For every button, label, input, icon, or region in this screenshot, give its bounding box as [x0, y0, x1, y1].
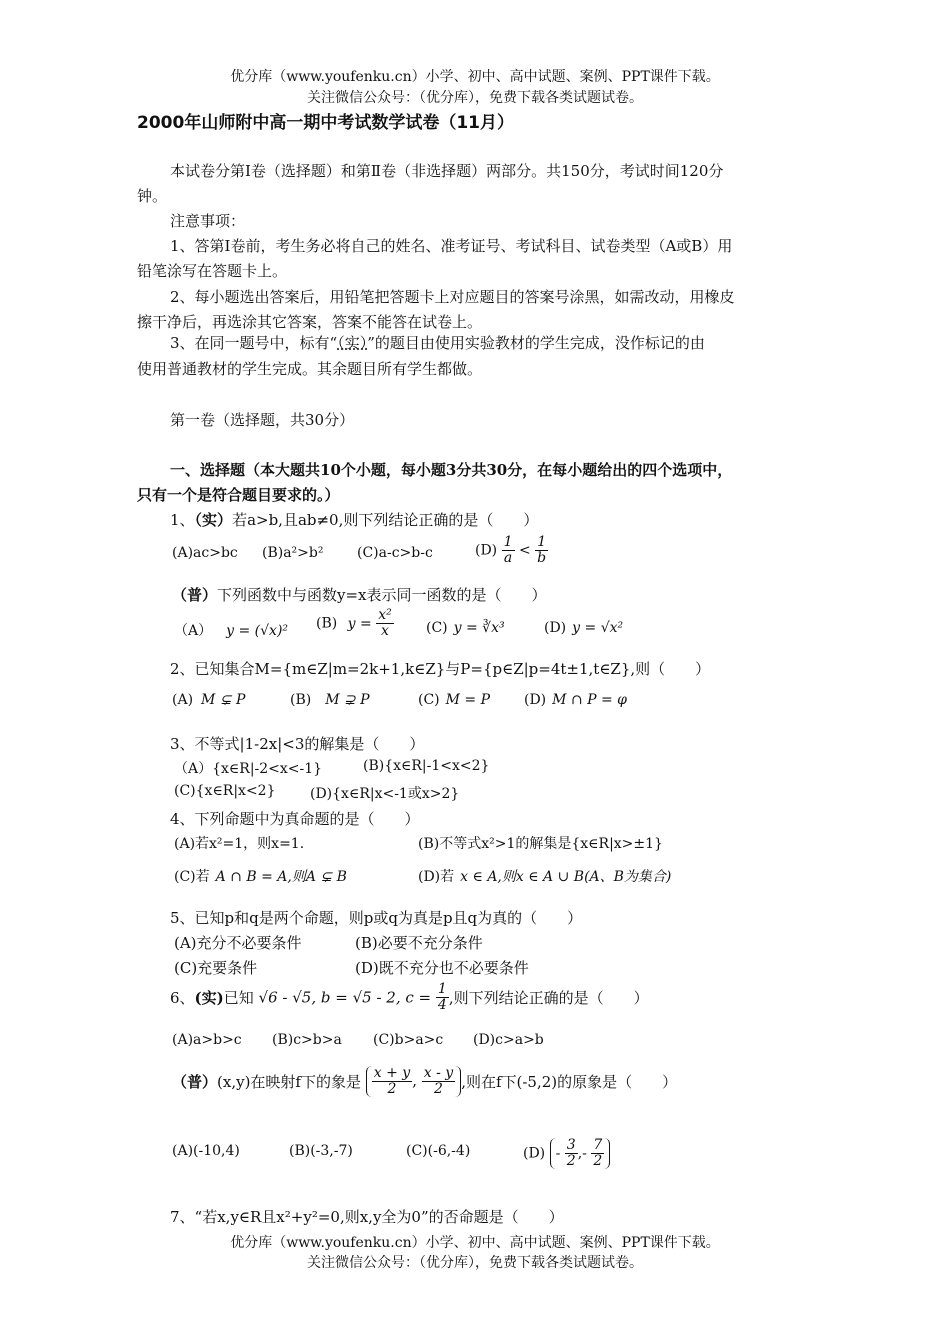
q6p-den-1: 2 [387, 1081, 397, 1097]
q2-option-a-expr: M ⊊ P [201, 692, 246, 708]
notice-2a: 2、每小题选出答案后，用铅笔把答题卡上对应题目的答案号涂黑，如需改动，用橡皮 [170, 288, 735, 306]
page-title: 2000年山师附中高一期中考试数学试卷（11月） [137, 113, 514, 133]
q3-option-d: (D){x∈R|x<-1或x>2} [310, 786, 460, 802]
q1-d-fraction-2 [535, 535, 548, 566]
footer-line-1: 优分库（www.youfenku.cn）小学、初中、高中试题、案例、PPT课件下载。 [230, 1235, 720, 1251]
q1p-option-a-label: （A） [174, 623, 213, 639]
question-1-number: 1、 [170, 511, 195, 529]
q6p-option-b: (B)(-3,-7) [289, 1143, 353, 1159]
question-6-stem [170, 982, 649, 1013]
q1p-b-fraction [376, 608, 394, 639]
q4-option-c-expr: A ∩ B = A,则A ⊊ B [215, 869, 347, 885]
q6p-d-vector: - $\frac{3}{2}$ ,- $\frac{7}{2}$ [550, 1138, 611, 1169]
q2-option-c-label: (C) [418, 692, 440, 708]
q6p-d-den-2: 2 [593, 1153, 603, 1169]
q1p-option-a [174, 620, 288, 640]
q6-option-d: (D)c>a>b [473, 1032, 544, 1048]
q5-option-d: (D)既不充分也不必要条件 [355, 959, 529, 977]
question-1p-stem [172, 584, 547, 605]
notice-2b: 擦干净后，再选涂其它答案，答案不能答在试卷上。 [137, 313, 483, 331]
q4-option-b: (B)不等式x²>1的解集是{x∈R|x>±1} [418, 836, 663, 852]
part-1-heading: 第一卷（选择题，共30分） [170, 411, 355, 429]
q6p-den-2: 2 [434, 1081, 443, 1097]
q2-option-d-expr: M ∩ P = φ [552, 692, 627, 708]
q1p-b-num: x² [378, 607, 392, 623]
q3-option-c: (C){x∈R|x<2} [174, 783, 276, 799]
question-5-stem: 5、已知p和q是两个命题，则p或q为真是p且q为真的（ ） [170, 909, 583, 927]
q2-option-b-expr: M ⊋ P [325, 692, 370, 708]
question-1p-text: 下列函数中与函数y=x表示同一函数的是（ ） [217, 586, 547, 604]
q6p-image-vector: $\frac{x + y}{2}$ , $\frac{x - y}{2}$ [366, 1066, 461, 1097]
q6p-d-fraction-1 [565, 1138, 578, 1169]
q6p-fraction-2 [422, 1066, 455, 1097]
q1-option-d [475, 535, 548, 566]
question-6-number: 6、 [170, 989, 195, 1007]
q1-d-den-2: b [537, 550, 547, 566]
question-6-post: ,则下列结论正确的是（ ） [448, 989, 649, 1007]
question-6p-stem [172, 1066, 677, 1097]
q4-option-d [418, 866, 671, 886]
q6-c-fraction [436, 982, 449, 1013]
q6-option-c: (C)b>a>c [373, 1032, 444, 1048]
q4-option-c-label: (C)若 [174, 869, 210, 885]
q3-option-a: （A）{x∈R|-2<x<-1} [174, 761, 323, 777]
q6p-option-c: (C)(-6,-4) [406, 1143, 471, 1159]
q2-option-a-label: (A) [172, 692, 194, 708]
q6p-d-num-2: 7 [593, 1137, 603, 1153]
notice-3a [170, 332, 705, 353]
q1-option-b: (B)a²>b² [262, 545, 324, 561]
q6p-num-1: x + y [373, 1065, 411, 1081]
q4-option-c [174, 866, 347, 886]
question-1-text: 若a>b,且ab≠0,则下列结论正确的是（ ） [232, 511, 539, 529]
question-6-tag: (实) [194, 989, 224, 1007]
q1-option-d-label: (D) [475, 542, 498, 559]
question-2-stem: 2、已知集合M={m∈Z|m=2k+1,k∈Z}与P={p∈Z|p=4t±1,t∈Z},则（ ） [170, 660, 711, 678]
q6p-d-num-1: 3 [566, 1137, 576, 1153]
q1-d-num-1: 1 [503, 534, 513, 550]
question-1-stem [170, 509, 538, 530]
q6p-fraction-1 [372, 1066, 412, 1097]
q4-option-a: (A)若x²=1，则x=1. [174, 836, 305, 852]
q2-option-a [172, 692, 245, 708]
q1p-option-b [316, 608, 394, 639]
q3-option-b: (B){x∈R|-1<x<2} [363, 758, 490, 774]
q5-option-b: (B)必要不充分条件 [355, 934, 483, 952]
q1p-option-b-lhs: y = [347, 615, 372, 632]
q2-option-c [418, 692, 490, 708]
q5-option-c: (C)充要条件 [174, 959, 258, 977]
q1-d-fraction-1 [502, 535, 515, 566]
q6p-option-d [523, 1138, 610, 1169]
q1p-option-a-expr: y = (√x)² [226, 623, 289, 639]
question-6p-pre: (x,y)在映射f下的象是 [217, 1073, 361, 1091]
q2-option-b-label: (B) [290, 692, 312, 708]
notice-3b: 使用普通教材的学生完成。其余题目所有学生都做。 [137, 360, 483, 378]
question-1-tag: （实） [194, 511, 233, 529]
q1-d-den-1: a [503, 550, 513, 566]
q1p-option-c-expr: y = ∛x³ [453, 620, 505, 636]
question-6p-tag: （普） [172, 1073, 218, 1091]
q6p-option-d-label: (D) [523, 1145, 546, 1162]
q1p-option-d-label: (D) [544, 620, 567, 636]
q1-d-num-2: 1 [535, 535, 548, 551]
q2-option-c-expr: M = P [445, 692, 491, 708]
q6-c-den: 4 [437, 997, 447, 1013]
header-line-2: 关注微信公众号：（优分库），免费下载各类试题试卷。 [307, 90, 643, 106]
q1p-option-d-expr: y = √x² [572, 620, 624, 636]
q1p-b-den: x [381, 623, 389, 639]
question-6-pre: 已知 [223, 989, 254, 1007]
question-6-expr: √6 - √5, b = √5 - 2, c = [258, 988, 432, 1007]
q1p-option-d [544, 620, 623, 636]
question-4-stem: 4、下列命题中为真命题的是（ ） [170, 810, 420, 828]
notice-1b: 铅笔涂写在答题卡上。 [137, 262, 288, 280]
q6p-d-fraction-2 [591, 1138, 604, 1169]
q2-option-b [290, 692, 370, 708]
q4-option-d-expr: x ∈ A,则x ∈ A ∪ B(A、B为集合) [460, 869, 672, 885]
question-6p-post: ,则在f下(-5,2)的原象是（ ） [461, 1073, 678, 1091]
section-1-line-2: 只有一个是符合题目要求的。） [137, 486, 340, 504]
intro-paragraph-1a: 本试卷分第Ⅰ卷（选择题）和第Ⅱ卷（非选择题）两部分。共150分，考试时间120分 [170, 162, 724, 180]
notice-1a: 1、答第Ⅰ卷前，考生务必将自己的姓名、准考证号、考试科目、试卷类型（A或B）用 [170, 237, 733, 255]
q6-option-a: (A)a>b>c [172, 1032, 242, 1048]
q6p-num-2: x - y [423, 1065, 454, 1081]
q2-option-d-label: (D) [524, 692, 547, 708]
q1p-option-b-label: (B) [316, 615, 338, 632]
q1-d-operator: < [518, 542, 531, 559]
notice-heading: 注意事项： [170, 212, 246, 230]
q6p-option-a: (A)(-10,4) [172, 1143, 240, 1159]
header-line-1: 优分库（www.youfenku.cn）小学、初中、高中试题、案例、PPT课件下载。 [230, 69, 720, 85]
q1p-option-c-label: (C) [426, 620, 448, 636]
q6-option-b: (B)c>b>a [272, 1032, 342, 1048]
q1-option-c: (C)a-c>b-c [357, 545, 433, 561]
question-7-stem: 7、“若x,y∈R且x²+y²=0,则x,y全为0”的否命题是（ ） [170, 1208, 564, 1226]
q1p-option-c [426, 620, 505, 636]
q6p-d-den-1: 2 [566, 1153, 576, 1169]
q6-c-num: 1 [437, 981, 447, 997]
intro-paragraph-1b: 钟。 [137, 187, 168, 205]
footer-line-2: 关注微信公众号：（优分库），免费下载各类试题试卷。 [307, 1255, 643, 1271]
q1-option-a: (A)ac>bc [172, 545, 238, 561]
section-1-line-1: 一、选择题（本大题共10个小题，每小题3分共30分，在每小题给出的四个选项中， [170, 461, 733, 479]
q2-option-d [524, 692, 627, 708]
notice-3a-post: ”的题目由使用实验教材的学生完成，没作标记的由 [367, 334, 705, 352]
notice-3a-mark: （实） [337, 334, 368, 352]
question-1p-tag: （普） [172, 586, 218, 604]
question-3-stem: 3、不等式|1-2x|<3的解集是（ ） [170, 735, 425, 753]
notice-3a-pre: 3、在同一题号中，标有“ [170, 334, 338, 352]
q4-option-d-label: (D)若 [418, 869, 455, 885]
q5-option-a: (A)充分不必要条件 [174, 934, 302, 952]
